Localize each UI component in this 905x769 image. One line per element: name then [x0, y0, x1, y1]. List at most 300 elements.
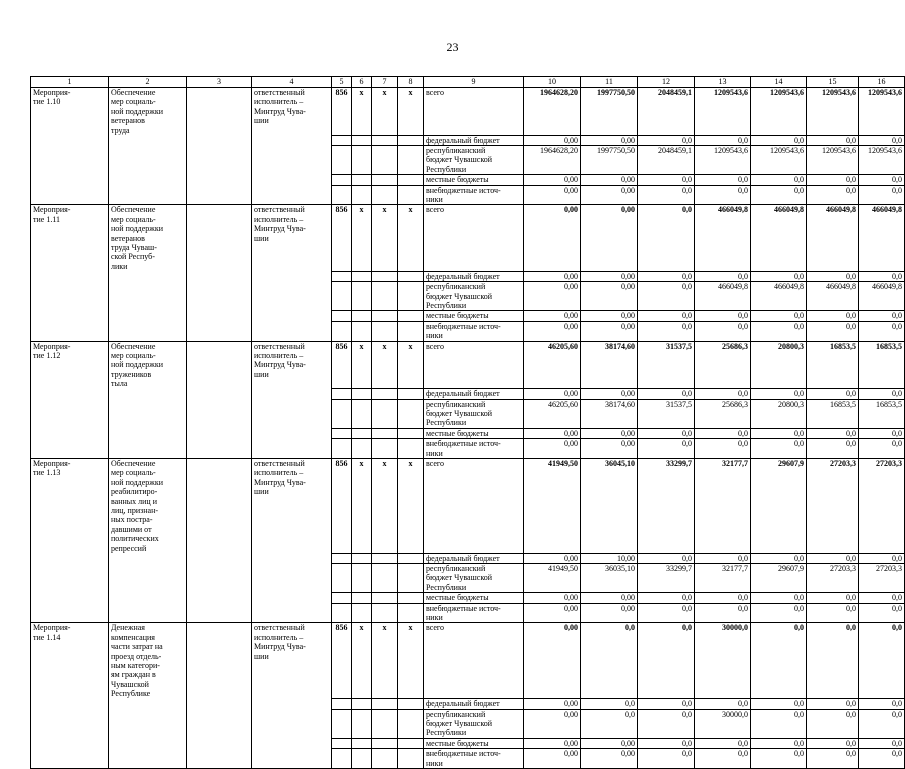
table-row [31, 749, 905, 769]
amount-cell: 0,0 [638, 175, 695, 185]
amount-cell: 0,0 [751, 321, 807, 341]
amount-cell: 38174,60 [581, 341, 638, 389]
code-x [398, 145, 424, 174]
amount-cell: 16853,5 [807, 399, 859, 428]
amount-cell: 0,00 [524, 428, 581, 438]
code-x [398, 603, 424, 623]
amount-cell: 0,0 [751, 553, 807, 563]
amount-cell: 0,0 [751, 738, 807, 748]
funding-source [424, 135, 524, 145]
measure-name-line: труда [111, 125, 130, 135]
amount-cell: 0,0 [859, 749, 905, 769]
funding-source [424, 271, 524, 281]
column-number: 9 [424, 77, 524, 88]
responsible-line: ответственный [254, 88, 305, 97]
amount-cell: 0,0 [751, 389, 807, 399]
responsible-executor [252, 321, 332, 341]
amount-cell: 0,00 [524, 205, 581, 271]
amount-cell: 0,0 [751, 709, 807, 738]
measure-name [109, 749, 187, 769]
table-row [31, 553, 905, 563]
column-number: 10 [524, 77, 581, 88]
responsible-line: шии [254, 651, 269, 661]
amount-cell: 0,0 [807, 603, 859, 623]
measure-name-line: ванных лиц и [111, 496, 157, 506]
table-row [31, 563, 905, 592]
column-number: 6 [352, 77, 372, 88]
measure-name-line: ветеранов [111, 233, 145, 243]
code-x: x [398, 623, 424, 699]
amount-cell: 0,0 [859, 593, 905, 603]
funding-source [424, 563, 524, 592]
source-label-line: республиканский [426, 282, 486, 292]
code-x [398, 321, 424, 341]
amount-cell: 466049,8 [807, 205, 859, 271]
amount-cell: 0,0 [695, 135, 751, 145]
responsible-executor [252, 88, 332, 136]
code-x: x [372, 88, 398, 136]
code-x: x [398, 458, 424, 553]
code-x: x [352, 205, 372, 271]
measure-name [109, 341, 187, 389]
code-x [352, 145, 372, 174]
amount-cell: 1209543,6 [859, 145, 905, 174]
responsible-executor [252, 428, 332, 438]
code-x [372, 593, 398, 603]
funding-source [424, 311, 524, 321]
measure-id [31, 553, 109, 563]
amount-cell: 0,0 [859, 439, 905, 459]
measure-col3 [187, 623, 252, 699]
grbs-code [332, 399, 352, 428]
table-row [31, 738, 905, 748]
source-label-line: ники [426, 331, 443, 341]
measure-name-line: лиц, признан- [111, 505, 159, 515]
grbs-code [332, 603, 352, 623]
code-x [352, 271, 372, 281]
grbs-code [332, 185, 352, 205]
measure-id-line: тие 1.11 [33, 214, 61, 224]
amount-cell: 0,0 [751, 428, 807, 438]
source-label-line: всего [426, 623, 445, 633]
code-x [398, 271, 424, 281]
amount-cell: 0,0 [859, 389, 905, 399]
amount-cell: 0,0 [807, 135, 859, 145]
amount-cell: 0,0 [695, 321, 751, 341]
amount-cell: 0,0 [638, 271, 695, 281]
grbs-code [332, 749, 352, 769]
measure-name [109, 428, 187, 438]
amount-cell: 0,0 [638, 205, 695, 271]
measure-id [31, 749, 109, 769]
amount-cell: 0,00 [524, 271, 581, 281]
funding-source [424, 623, 524, 699]
code-x [372, 699, 398, 709]
amount-cell: 0,0 [581, 699, 638, 709]
amount-cell: 27203,3 [859, 458, 905, 553]
amount-cell: 46205,60 [524, 399, 581, 428]
source-label-line: внебюджетные источ- [426, 603, 501, 613]
measure-id [31, 563, 109, 592]
table-row [31, 175, 905, 185]
measure-name-line: Денежная [111, 623, 145, 633]
responsible-line: шии [254, 369, 269, 379]
column-number: 8 [398, 77, 424, 88]
table-row [31, 311, 905, 321]
amount-cell: 466049,8 [859, 282, 905, 311]
grbs-code [332, 271, 352, 281]
measure-id-line: Мероприя- [33, 623, 71, 633]
grbs-code [332, 135, 352, 145]
amount-cell: 0,0 [638, 738, 695, 748]
code-x: x [372, 458, 398, 553]
table-row [31, 271, 905, 281]
measure-id [31, 271, 109, 281]
amount-cell: 0,00 [524, 603, 581, 623]
funding-source [424, 175, 524, 185]
code-x: x [352, 623, 372, 699]
measure-col3 [187, 738, 252, 748]
measure-id [31, 709, 109, 738]
amount-cell: 466049,8 [751, 205, 807, 271]
measure-col3 [187, 439, 252, 459]
amount-cell: 1209543,6 [695, 145, 751, 174]
funding-source [424, 399, 524, 428]
grbs-code [332, 593, 352, 603]
funding-source [424, 749, 524, 769]
code-x [352, 553, 372, 563]
funding-source [424, 603, 524, 623]
amount-cell: 0,0 [807, 428, 859, 438]
amount-cell: 0,0 [807, 439, 859, 459]
measure-name-line: ной поддержки [111, 224, 163, 234]
measure-name-line: Республике [111, 689, 151, 699]
amount-cell: 0,0 [859, 185, 905, 205]
measure-id [31, 88, 109, 136]
source-label-line: всего [426, 88, 445, 97]
amount-cell: 0,0 [859, 709, 905, 738]
responsible-executor [252, 185, 332, 205]
source-label-line: ники [426, 448, 443, 458]
amount-cell: 25686,3 [695, 341, 751, 389]
code-x: x [352, 88, 372, 136]
source-label-line: ники [426, 758, 443, 768]
amount-cell: 0,0 [807, 185, 859, 205]
measure-id-line: Мероприя- [33, 205, 71, 215]
funding-source [424, 428, 524, 438]
source-label-line: местные бюджеты [426, 428, 489, 438]
measure-col3 [187, 145, 252, 174]
amount-cell: 0,0 [807, 709, 859, 738]
grbs-code: 856 [332, 623, 352, 699]
measure-id [31, 341, 109, 389]
amount-cell: 0,0 [859, 271, 905, 281]
code-x [352, 563, 372, 592]
responsible-executor [252, 389, 332, 399]
table-row [31, 603, 905, 623]
code-x [372, 282, 398, 311]
funding-source [424, 282, 524, 311]
measure-col3 [187, 205, 252, 271]
table-row [31, 88, 905, 136]
code-x [372, 145, 398, 174]
amount-cell: 0,00 [581, 271, 638, 281]
measure-col3 [187, 563, 252, 592]
amount-cell: 41949,50 [524, 563, 581, 592]
source-label-line: Республики [426, 582, 467, 592]
responsible-line: ответственный [254, 458, 305, 468]
responsible-line: ответственный [254, 205, 305, 215]
amount-cell: 0,0 [638, 623, 695, 699]
responsible-line: шии [254, 487, 269, 497]
source-label-line: федеральный бюджет [426, 389, 500, 399]
code-x: x [398, 205, 424, 271]
code-x [372, 399, 398, 428]
amount-cell: 32177,7 [695, 563, 751, 592]
source-label-line: бюджет Чувашской [426, 291, 493, 301]
measure-name-line: труда Чуваш- [111, 243, 157, 252]
source-label-line: местные бюджеты [426, 738, 489, 748]
responsible-executor [252, 623, 332, 699]
measure-id [31, 458, 109, 553]
measure-col3 [187, 428, 252, 438]
code-x [398, 282, 424, 311]
source-label-line: внебюджетные источ- [426, 321, 501, 331]
code-x [352, 738, 372, 748]
amount-cell: 466049,8 [807, 282, 859, 311]
code-x: x [372, 205, 398, 271]
code-x: x [352, 458, 372, 553]
measure-id [31, 593, 109, 603]
amount-cell: 0,0 [695, 271, 751, 281]
grbs-code [332, 145, 352, 174]
source-label-line: республиканский [426, 563, 486, 573]
source-label-line: всего [426, 341, 445, 351]
amount-cell: 0,0 [751, 175, 807, 185]
measure-name [109, 699, 187, 709]
measure-name [109, 389, 187, 399]
measure-id-line: тие 1.12 [33, 350, 61, 360]
code-x [372, 603, 398, 623]
responsible-executor [252, 699, 332, 709]
measure-col3 [187, 185, 252, 205]
amount-cell: 33299,7 [638, 563, 695, 592]
responsible-executor [252, 135, 332, 145]
responsible-line: шии [254, 233, 269, 243]
column-number: 7 [372, 77, 398, 88]
amount-cell: 0,0 [751, 271, 807, 281]
source-label-line: республиканский [426, 399, 486, 409]
grbs-code [332, 439, 352, 459]
amount-cell: 0,0 [859, 603, 905, 623]
grbs-code [332, 738, 352, 748]
amount-cell: 0,0 [859, 321, 905, 341]
code-x: x [372, 341, 398, 389]
code-x [372, 428, 398, 438]
grbs-code [332, 311, 352, 321]
amount-cell: 0,00 [524, 749, 581, 769]
measure-name-line: реабилитиро- [111, 487, 158, 497]
code-x [372, 185, 398, 205]
measure-col3 [187, 321, 252, 341]
responsible-executor [252, 563, 332, 592]
source-label-line: внебюджетные источ- [426, 749, 501, 759]
source-label-line: республиканский [426, 145, 486, 155]
amount-cell: 0,0 [807, 175, 859, 185]
measure-name [109, 175, 187, 185]
measure-name [109, 553, 187, 563]
measure-name-line: мер социаль- [111, 350, 156, 360]
amount-cell: 0,0 [638, 389, 695, 399]
amount-cell: 0,00 [524, 439, 581, 459]
amount-cell: 0,0 [695, 593, 751, 603]
amount-cell: 0,0 [807, 311, 859, 321]
code-x [398, 699, 424, 709]
amount-cell: 0,0 [751, 439, 807, 459]
measure-name-line: давшими от [111, 524, 152, 534]
source-label-line: местные бюджеты [426, 311, 489, 321]
table-row [31, 185, 905, 205]
measure-name-line: Обеспечение [111, 458, 156, 468]
responsible-executor [252, 458, 332, 553]
responsible-line: Минтруд Чува- [254, 642, 306, 652]
amount-cell: 0,00 [524, 553, 581, 563]
responsible-executor [252, 603, 332, 623]
code-x: x [372, 623, 398, 699]
code-x [372, 271, 398, 281]
code-x [372, 749, 398, 769]
amount-cell: 46205,60 [524, 341, 581, 389]
amount-cell: 0,0 [638, 603, 695, 623]
code-x [352, 603, 372, 623]
code-x [398, 311, 424, 321]
responsible-executor [252, 341, 332, 389]
funding-source [424, 205, 524, 271]
measure-id [31, 205, 109, 271]
grbs-code [332, 699, 352, 709]
table-row [31, 341, 905, 389]
amount-cell: 29607,9 [751, 563, 807, 592]
measure-name-line: лики [111, 261, 128, 271]
source-label-line: федеральный бюджет [426, 271, 500, 281]
measure-col3 [187, 699, 252, 709]
measure-name [109, 88, 187, 136]
funding-source [424, 553, 524, 563]
amount-cell: 0,0 [751, 623, 807, 699]
measure-name-line: ным категори- [111, 660, 160, 670]
responsible-line: Минтруд Чува- [254, 224, 306, 234]
amount-cell: 10,00 [581, 553, 638, 563]
column-number: 1 [31, 77, 109, 88]
measure-col3 [187, 311, 252, 321]
amount-cell: 0,0 [695, 311, 751, 321]
code-x [398, 399, 424, 428]
amount-cell: 36035,10 [581, 563, 638, 592]
responsible-executor [252, 175, 332, 185]
amount-cell: 16853,5 [807, 341, 859, 389]
measure-col3 [187, 175, 252, 185]
responsible-executor [252, 399, 332, 428]
grbs-code [332, 175, 352, 185]
amount-cell: 1209543,6 [751, 145, 807, 174]
amount-cell: 2048459,1 [638, 145, 695, 174]
source-label-line: республиканский [426, 709, 486, 719]
code-x [398, 553, 424, 563]
responsible-executor [252, 738, 332, 748]
responsible-executor [252, 271, 332, 281]
measure-id [31, 439, 109, 459]
source-label-line: бюджет Чувашской [426, 718, 493, 728]
measure-name-line: ной поддержки [111, 106, 163, 116]
grbs-code: 856 [332, 341, 352, 389]
amount-cell: 0,00 [524, 282, 581, 311]
column-number: 14 [751, 77, 807, 88]
amount-cell: 0,0 [859, 311, 905, 321]
measure-name [109, 603, 187, 623]
amount-cell: 0,0 [807, 389, 859, 399]
amount-cell: 29607,9 [751, 458, 807, 553]
amount-cell: 0,00 [524, 135, 581, 145]
responsible-line: шии [254, 116, 269, 126]
responsible-line: ответственный [254, 623, 305, 633]
code-x [398, 593, 424, 603]
amount-cell: 0,0 [638, 709, 695, 738]
amount-cell: 0,00 [581, 205, 638, 271]
code-x [352, 399, 372, 428]
measure-name-line: ной поддержки [111, 477, 163, 487]
measure-id [31, 135, 109, 145]
code-x [352, 709, 372, 738]
amount-cell: 0,00 [581, 749, 638, 769]
amount-cell: 0,00 [524, 709, 581, 738]
amount-cell: 0,0 [859, 699, 905, 709]
measure-id [31, 399, 109, 428]
responsible-line: исполнитель – [254, 632, 304, 642]
code-x [352, 699, 372, 709]
funding-source [424, 439, 524, 459]
amount-cell: 25686,3 [695, 399, 751, 428]
grbs-code [332, 282, 352, 311]
code-x: x [398, 88, 424, 136]
source-label-line: внебюджетные источ- [426, 439, 501, 449]
amount-cell: 0,0 [859, 553, 905, 563]
measure-name-line: мер социаль- [111, 97, 156, 107]
measure-name-line: части затрат на [111, 642, 163, 652]
measure-col3 [187, 749, 252, 769]
code-x [352, 185, 372, 205]
table-row [31, 389, 905, 399]
amount-cell: 31537,5 [638, 399, 695, 428]
source-label-line: ники [426, 194, 443, 204]
amount-cell: 0,0 [807, 749, 859, 769]
amount-cell: 0,00 [581, 439, 638, 459]
measure-name-line: ветеранов [111, 116, 145, 126]
funding-source [424, 709, 524, 738]
amount-cell: 0,0 [638, 553, 695, 563]
amount-cell: 0,0 [859, 175, 905, 185]
source-label-line: Республики [426, 418, 467, 428]
measure-name [109, 458, 187, 553]
code-x [398, 439, 424, 459]
amount-cell: 30000,0 [695, 709, 751, 738]
amount-cell: 0,0 [807, 321, 859, 341]
responsible-line: Минтруд Чува- [254, 360, 306, 370]
code-x [352, 593, 372, 603]
amount-cell: 0,0 [638, 439, 695, 459]
amount-cell: 0,0 [751, 749, 807, 769]
measure-name [109, 738, 187, 748]
measure-name-line: проезд отдель- [111, 651, 162, 661]
